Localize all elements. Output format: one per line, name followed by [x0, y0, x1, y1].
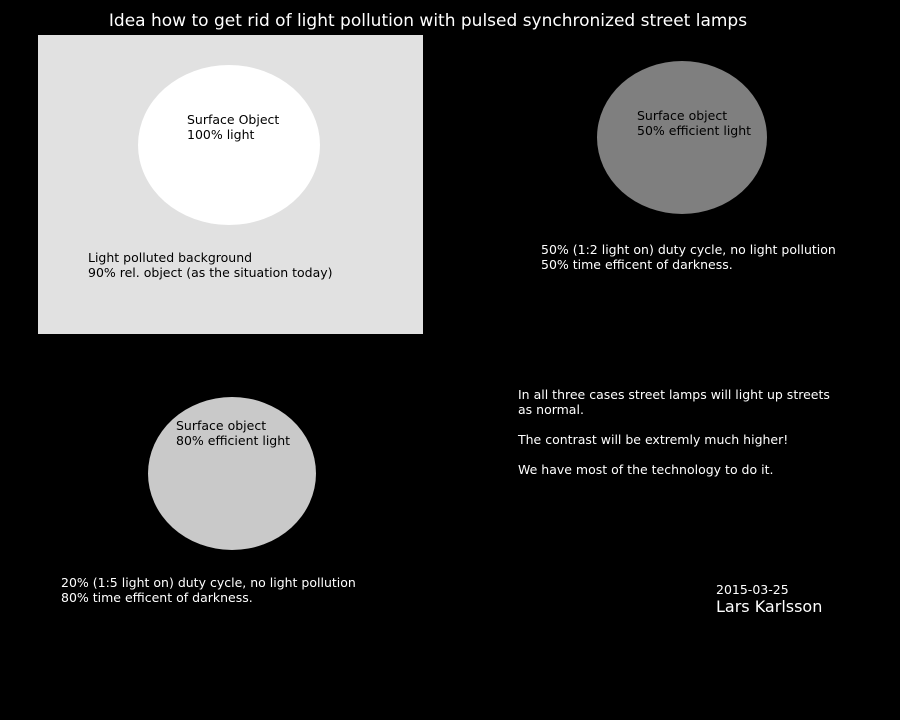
object-label-80 — [176, 418, 290, 448]
notes-line-3: The contrast will be extremly much higher! — [518, 432, 789, 447]
surface-object-full-light — [138, 65, 320, 225]
object-label-50-line2: 50% efficient light — [637, 123, 752, 138]
object-label-50-line1: Surface object — [637, 108, 728, 123]
object-label-80-line1: Surface object — [176, 418, 267, 433]
notes-line-2: as normal. — [518, 402, 584, 417]
diagram-title: Idea how to get rid of light pollution with pulsed synchronized street lamps — [108, 11, 748, 31]
caption-50-line1: 50% (1:2 light on) duty cycle, no light pollution — [541, 242, 836, 257]
caption-80-line2: 80% time efficent of darkness. — [61, 590, 253, 605]
background-label — [88, 250, 333, 280]
date-label: 2015-03-25 — [716, 582, 789, 597]
caption-80-line1: 20% (1:5 light on) duty cycle, no light pollution — [61, 575, 356, 590]
object-label-full — [187, 112, 279, 142]
background-label-line1: Light polluted background — [88, 250, 253, 265]
notes-line-4: We have most of the technology to do it. — [518, 462, 774, 477]
object-label-full-line1: Surface Object — [187, 112, 280, 127]
caption-80 — [61, 575, 356, 605]
caption-50 — [541, 242, 836, 272]
object-label-full-line2: 100% light — [187, 127, 255, 142]
notes-line-1: In all three cases street lamps will light up streets — [518, 387, 830, 402]
notes-block — [518, 387, 830, 477]
caption-50-line2: 50% time efficent of darkness. — [541, 257, 733, 272]
object-label-50 — [637, 108, 751, 138]
object-label-80-line2: 80% efficient light — [176, 433, 291, 448]
background-label-line2: 90% rel. object (as the situation today) — [88, 265, 333, 280]
author-label: Lars Karlsson — [716, 597, 823, 616]
